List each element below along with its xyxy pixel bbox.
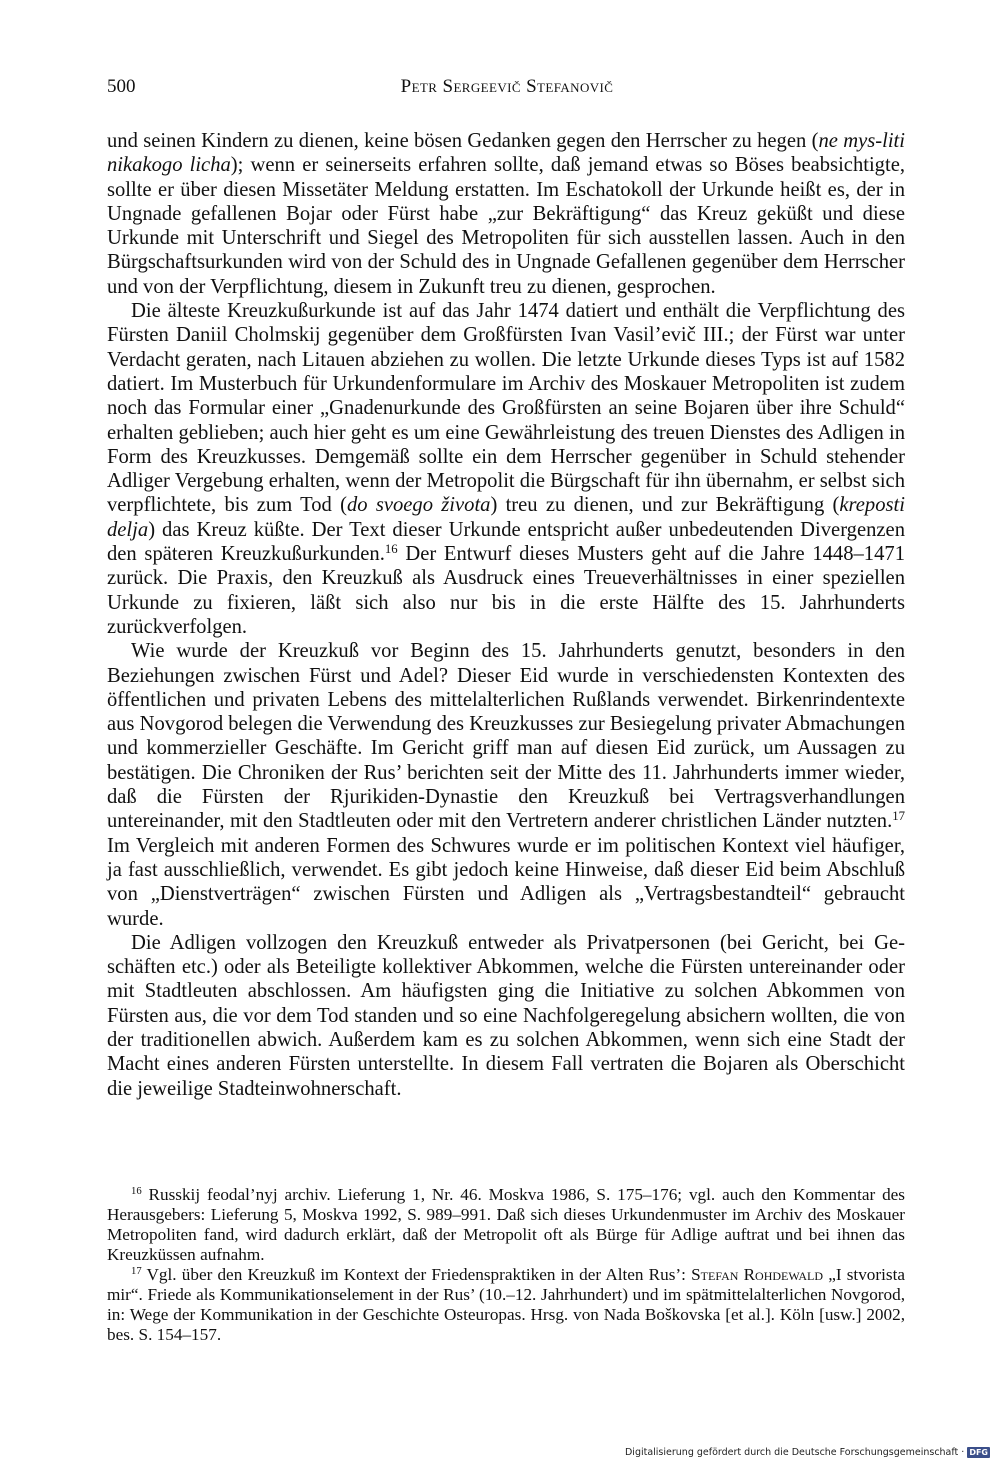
text-run: ) treu zu dienen, und zur Bekräftigung ( <box>490 494 840 517</box>
text-run: Wie wurde der Kreuzkuß vor Beginn des 15. Jahrhunderts genutzt, besonders in den Beziehungen zwischen Fürst und Adel? Dieser Eid wurde in verschiedensten Kontexten des öffentlichen und privaten Lebens des mittelalterlichen Rußlands verwendet. Birkenrindentexte aus Novgorod belegen die Verwendung des Kreuzkusses zur Besiegelung privater Abmachungen und kommerzieller Geschäfte. Im Gericht griff man auf diesen Eid zurück, um Aussagen zu bestätigen. Die Chroniken der Rus’ berichten seit der Mitte des 11. Jahrhunderts immer wieder, daß die Fürsten der Rjurikiden-Dynastie den Kreuzkuß bei Vertragsverhandlungen untereinander, mit den Stadtleuten oder mit den Vertretern anderer christlichen Länder nutzten. <box>107 640 905 833</box>
main-text <box>107 129 905 1101</box>
text-run: Die Adligen vollzogen den Kreuzkuß entweder als Privatpersonen (bei Gericht, bei Geschäften etc.) oder als Beteiligte kollektiver Abkommen, welche die Fürsten untereinander oder mit Stadtleuten abschlossen. Am häufigsten ging die Initiative zu solchen Abkommen von Fürsten aus, die vor dem Tod standen und so eine Nachfolgeregelung absichern wollten, die von der traditionellen abwich. Außerdem kam es zu solchen Abkommen, wenn sich eine Stadt der Macht eines anderen Fürsten unterstellte. In diesem Fall vertraten die Bojaren als Oberschicht die jeweilige Stadteinwohnerschaft. <box>107 931 905 1100</box>
text-run: ); wenn er seinerseits erfahren sollte, daß jemand etwas so Böses beabsichtigte, sollte er über diesen Missetäter Meldung erstatten. Im Eschatokoll der Urkunde heißt es, der in Ungnade gefallenen Bojar oder Fürst habe „zur Bekräftigung“ das Kreuz geküßt und diese Urkunde mit Unterschrift und Siegel des Metropoliten für sich ausstellen lassen. Auch in den Bürgschaftsurkunden wird von der Schuld des in Ungnade Gefallenen gegenüber dem Herrscher und von der Verpflichtung, diesem in Zukunft treu zu dienen, gesprochen. <box>107 154 905 298</box>
footnote-ref: 16 <box>131 1186 142 1198</box>
footnotes <box>107 1185 905 1345</box>
footnote <box>107 1265 905 1345</box>
footnote-ref: 16 <box>384 542 398 557</box>
dfg-logo-icon: DFG <box>969 1448 988 1457</box>
page-number: 500 <box>107 76 136 97</box>
paragraph <box>107 129 905 299</box>
text-run: Vgl. über den Kreuzkuß im Kontext der Friedenspraktiken in der Alten Rus’: <box>141 1265 692 1284</box>
running-head: Petr Sergeevič Stefanovič <box>400 76 614 97</box>
digitization-credit <box>625 1447 990 1458</box>
italic-term: kreposti delja <box>107 494 905 541</box>
text-run: Die älteste Kreuzkußurkunde ist auf das Jahr 1474 datiert und enthält die Verpflichtung des Fürsten Daniil Cholmskij gegenüber dem Großfürsten Ivan Vasil’evič III.; der Fürst war unter Verdacht geraten, nach Litauen abziehen zu wollen. Die letzte Urkunde dieses Typs ist auf 1582 datiert. Im Musterbuch für Urkundenformulare im Archiv des Moskauer Metropoliten ist zudem noch das Formular einer „Gnadenurkunde des Großfürsten an seine Bojaren über ihre Schuld“ erhalten geblieben; auch hier geht es um eine Gewährleistung des treuen Dienstes des Adligen in Form des Kreuzkusses. Demgemäß sollte ein dem Herrscher gegenüber in Schuld stehender Adliger Vergebung erhalten, wenn der Metropolit die Bürgschaft für ihn übernahm, er selbst sich verpflichtete, bis zum Tod ( <box>107 300 905 517</box>
italic-term: ne mys-liti nikakogo licha <box>107 130 905 177</box>
italic-term: do svoego života <box>346 494 491 517</box>
footnote-ref: 17 <box>892 809 905 824</box>
footnote <box>107 1185 905 1265</box>
text-run: Russkij feodal’nyj archiv. Lieferung 1, Nr. 46. Moskva 1986, S. 175–176; vgl. auch den Kommentar des Herausgebers: Lieferung 5, Moskva 1992, S. 989–991. Daß sich dieses Urkundenmuster im Archiv des Moskauer Metropoliten fand, wird dadurch erklärt, daß der Metropolit oft als Bürge für Adlige auftrat und bei ihnen das Kreuzküssen aufnahm. <box>107 1185 905 1264</box>
digitization-note: Digitalisierung gefördert durch die Deutsche Forschungsgemeinschaft · <box>624 1447 965 1458</box>
text-run: „I stvorista mir“. Friede als Kommunikationselement in der Rus’ (10.–12. Jahrhundert) und im spätmittelalterlichen Novgorod, in: Wege der Kommunikation in der Geschichte Osteuropas. Hrsg. von Nada Boškovska [et al.]. Köln [usw.] 2002, bes. S. 154–157. <box>107 1265 905 1344</box>
text-run: und seinen Kindern zu dienen, keine bösen Gedanken gegen den Herrscher zu hegen ( <box>107 130 819 152</box>
text-run: Im Vergleich mit anderen Formen des Schwures wurde er im politischen Kontext viel häufiger, ja fast ausschließlich, verwendet. Es gibt jedoch keine Hinweise, daß dieser Eid beim Abschluß von „Dienstverträgen“ zwischen Fürsten und Adligen als „Vertragsbestandteil“ gebraucht wurde. <box>107 834 905 930</box>
paragraph <box>107 931 905 1101</box>
paragraph <box>107 299 905 639</box>
text-run: Der Entwurf dieses Musters geht auf die Jahre 1448–1471 zurück. Die Praxis, den Kreuzkuß als Ausdruck eines Treueverhältnisses in einer speziellen Urkunde zu fixieren, läßt sich also nur bis in die erste Hälfte des 15. Jahrhunderts zurückverfolgen. <box>107 543 905 638</box>
page-header <box>107 76 907 106</box>
author-name: Stefan Rohdewald <box>691 1265 824 1284</box>
text-run: ) das Kreuz küßte. Der Text dieser Urkunde entspricht außer unbedeutenden Divergenzen den späteren Kreuzkußurkunden. <box>107 518 905 566</box>
paragraph <box>107 639 905 931</box>
footnote-ref: 17 <box>131 1266 142 1278</box>
